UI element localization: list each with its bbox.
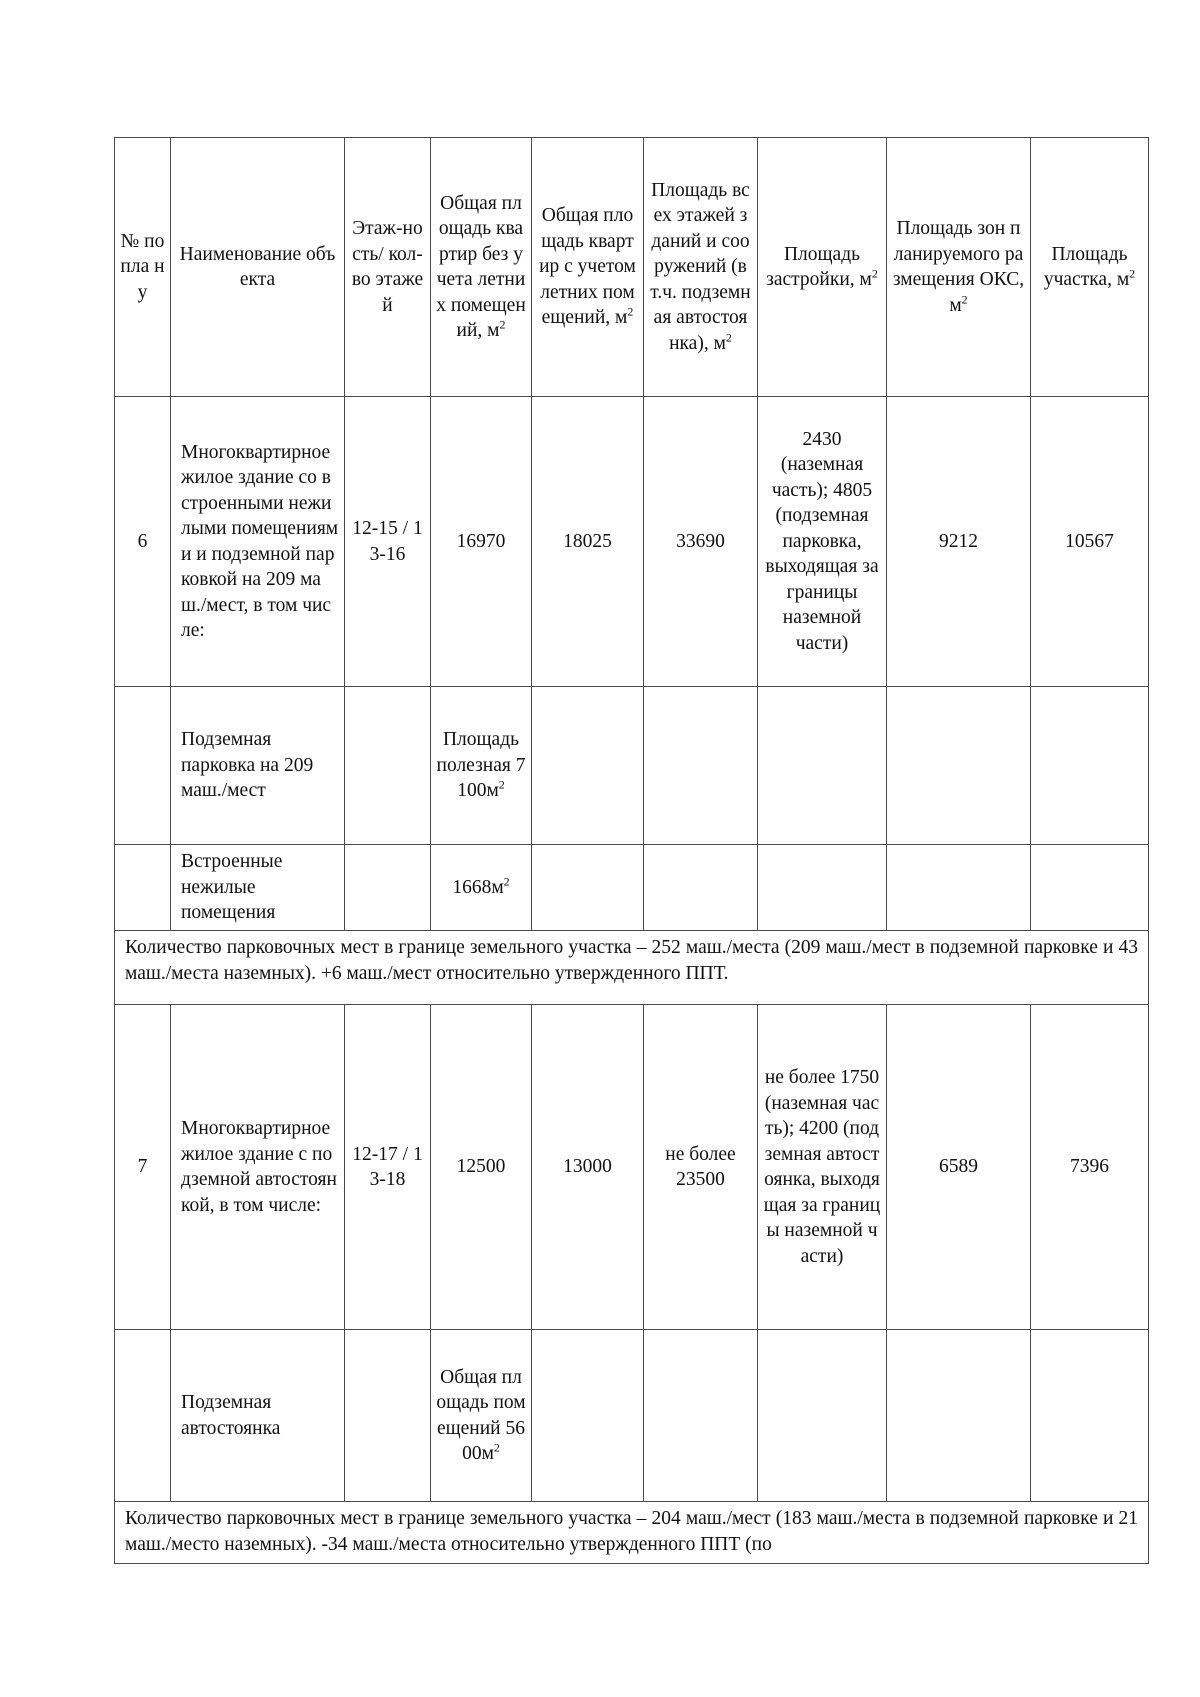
subobject-name: Подземная автостоянка [171, 1330, 345, 1502]
object-name: Многоквартирное жилое здание со встроенными нежилыми помещениями и подземной парковкой на 209 маш./мест, в том числе: [171, 397, 345, 687]
subobject-name: Встроенные нежилые помещения [171, 845, 345, 931]
object-floors: 12-17 / 13-18 [345, 1005, 431, 1330]
subobject-area: $1668м^2$ [431, 845, 532, 931]
header-floors: Этаж-ность/ кол-во этажей [345, 138, 431, 397]
table-row [115, 687, 1149, 845]
subobject-name: Подземная парковка на 209 маш./мест [171, 687, 345, 845]
table-row [115, 397, 1149, 687]
object-number: 7 [115, 1005, 171, 1330]
object-built-area: 2430 (наземная часть); 4805 (подземная парковка, выходящая за границы наземной части) [758, 397, 887, 687]
header-area-no-summer: Общая площадь квартир без учета летних помещений, $м^2$ [431, 138, 532, 397]
header-area-with-summer: Общая площадь квартир с учетом летних помещений, $м^2$ [532, 138, 644, 397]
header-row [115, 138, 1149, 397]
parking-note: Количество парковочных мест в границе земельного участка – 204 маш./мест (183 маш./места в подземной парковке и 21 маш./место наземных). -34 маш./места относительно утвержденного ППТ (по [115, 1502, 1149, 1564]
object-plot-area: 10567 [1031, 397, 1149, 687]
object-area-all-floors: 33690 [644, 397, 758, 687]
table-row [115, 1330, 1149, 1502]
header-num: № по пла ну [115, 138, 171, 397]
object-area-no-summer: 16970 [431, 397, 532, 687]
table-row [115, 845, 1149, 931]
table-row [115, 1005, 1149, 1330]
object-area-with-summer: 13000 [532, 1005, 644, 1330]
subobject-area: Общая площадь помещений $5600м^2$ [431, 1330, 532, 1502]
object-number: 6 [115, 397, 171, 687]
object-zone-area: 6589 [887, 1005, 1031, 1330]
subobject-area: Площадь полезная $7100м^2$ [431, 687, 532, 845]
header-zone-area: Площадь зон планируемого размещения ОКС, $м^2$ [887, 138, 1031, 397]
header-area-all-floors: Площадь всех этажей зданий и сооружений (в т.ч. подземная автостоянка), $м^2$ [644, 138, 758, 397]
header-plot-area: Площадь участка, $м^2$ [1031, 138, 1149, 397]
document-page [114, 137, 1148, 1564]
object-built-area: не более 1750 (наземная часть); 4200 (подземная автостоянка, выходящая за границы наземной части) [758, 1005, 887, 1330]
header-built-area: Площадь застройки, $м^2$ [758, 138, 887, 397]
object-plot-area: 7396 [1031, 1005, 1149, 1330]
object-zone-area: 9212 [887, 397, 1031, 687]
objects-table [114, 137, 1149, 1564]
object-name: Многоквартирное жилое здание с подземной автостоянкой, в том числе: [171, 1005, 345, 1330]
parking-note-row [115, 931, 1149, 1005]
object-floors: 12-15 / 13-16 [345, 397, 431, 687]
parking-note-row [115, 1502, 1149, 1564]
object-area-no-summer: 12500 [431, 1005, 532, 1330]
header-name: Наименование объекта [171, 138, 345, 397]
object-area-all-floors: не более 23500 [644, 1005, 758, 1330]
object-area-with-summer: 18025 [532, 397, 644, 687]
parking-note: Количество парковочных мест в границе земельного участка – 252 маш./места (209 маш./мест в подземной парковке и 43 маш./места наземных). +6 маш./мест относительно утвержденного ППТ. [115, 931, 1149, 1005]
